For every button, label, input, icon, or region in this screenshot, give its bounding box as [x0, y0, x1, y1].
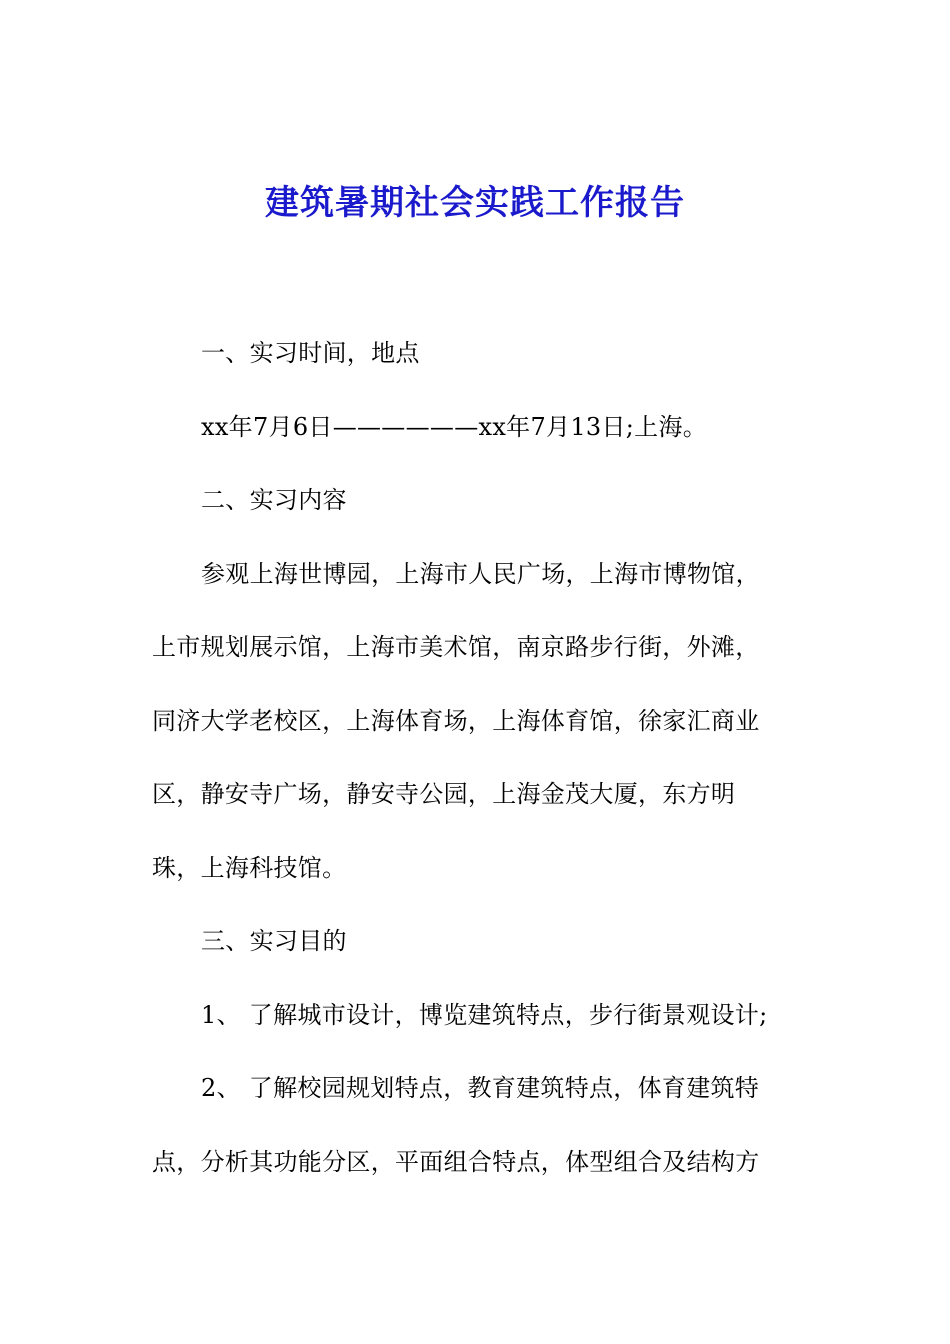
- document-title: 建筑暑期社会实践工作报告: [265, 183, 685, 223]
- list-item-2: 2、 了解校园规划特点，教育建筑特点，体育建筑特: [201, 1074, 760, 1102]
- list-item-2-continuation: 点，分析其功能分区，平面组合特点，体型组合及结构方: [152, 1147, 760, 1176]
- list-item-1: 1、 了解城市设计，博览建筑特点，步行街景观设计;: [201, 1000, 768, 1029]
- section-heading-content: 二、实习内容: [201, 486, 347, 514]
- paragraph-content-line: 区，静安寺广场，静安寺公园，上海金茂大厦，东方明: [152, 780, 736, 808]
- paragraph-content-line: 同济大学老校区，上海体育场，上海体育馆，徐家汇商业: [152, 706, 760, 735]
- section-heading-time-place: 一、实习时间，地点: [201, 339, 420, 367]
- paragraph-content-line: 上市规划展示馆，上海市美术馆，南京路步行街，外滩，: [152, 633, 760, 661]
- paragraph-content-line: 参观上海世博园，上海市人民广场，上海市博物馆，: [201, 559, 760, 588]
- paragraph-content-line: 珠，上海科技馆。: [152, 853, 347, 882]
- paragraph-dates: xx年7月6日——————xx年7月13日;上海。: [201, 412, 708, 441]
- section-heading-purpose: 三、实习目的: [201, 927, 347, 955]
- document-body: [152, 327, 812, 1209]
